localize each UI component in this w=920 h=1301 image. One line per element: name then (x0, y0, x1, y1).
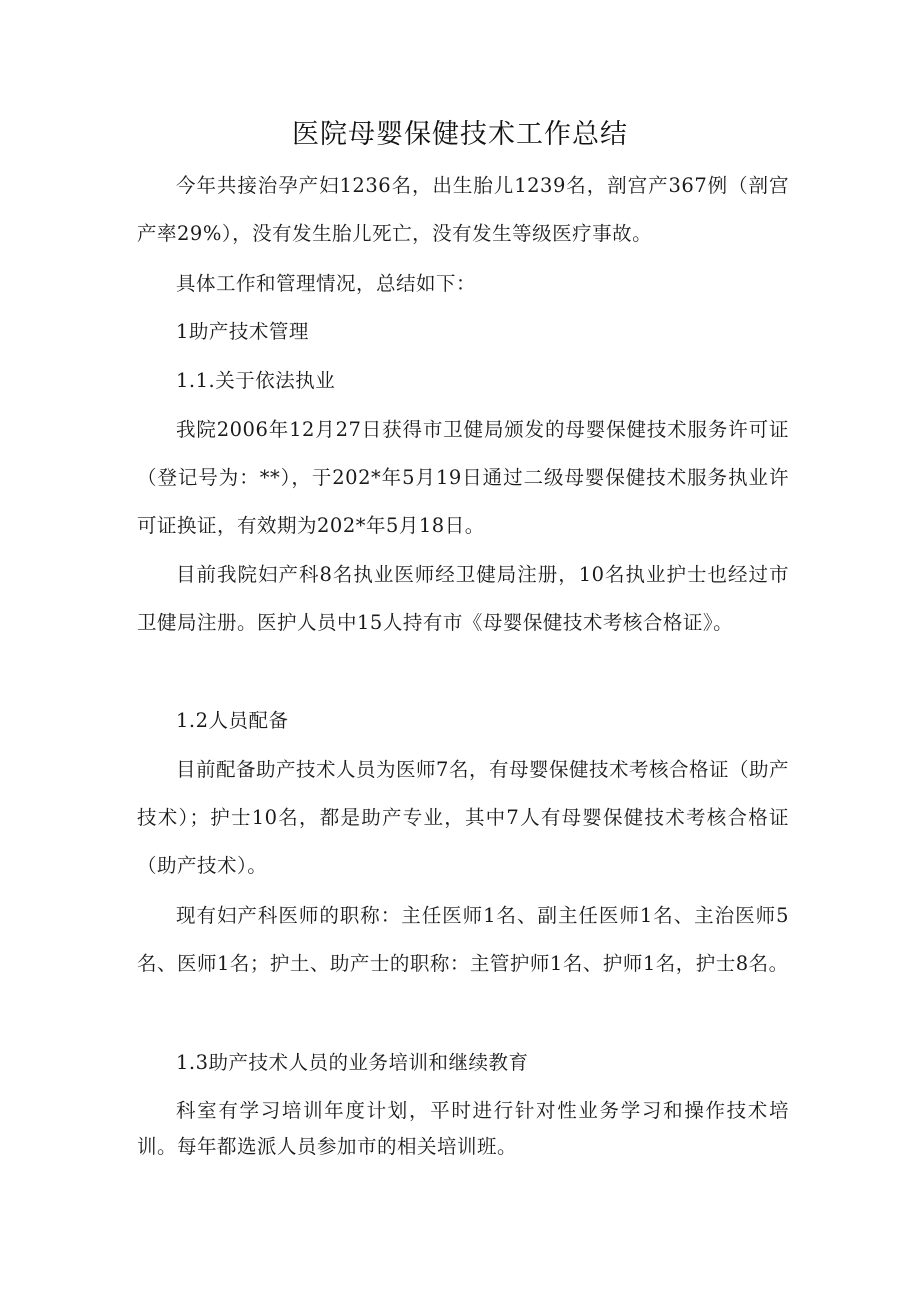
paragraph-training: 科室有学习培训年度计划，平时进行针对性业务学习和操作技术培训。每年都选派人员参加市的相关培训班。 (137, 1099, 789, 1158)
paragraph-registration: 目前我院妇产科8名执业医师经卫健局注册，10名执业护士也经过市卫健局注册。医护人员中15人持有市《母婴保健技术考核合格证》。 (137, 563, 789, 634)
section-heading-1: 1助产技术管理 (176, 320, 309, 343)
section-heading-1-3: 1.3助产技术人员的业务培训和继续教育 (176, 1051, 529, 1074)
paragraph-staffing: 目前配备助产技术人员为医师7名，有母婴保健技术考核合格证（助产技术）；护士10名，都是助产专业，其中7人有母婴保健技术考核合格证（助产技术）。 (137, 758, 789, 877)
paragraph-license: 我院2006年12月27日获得市卫健局颁发的母婴保健技术服务许可证（登记号为：**），于202*年5月19日通过二级母婴保健技术服务执业许可证换证，有效期为202*年5月18日。 (137, 418, 789, 537)
paragraph-titles: 现有妇产科医师的职称：主任医师1名、副主任医师1名、主治医师5名、医师1名；护土、助产士的职称：主管护师1名、护师1名，护士8名。 (137, 904, 789, 975)
document-title: 医院母婴保健技术工作总结 (292, 119, 628, 150)
paragraph-intro: 具体工作和管理情况，总结如下： (176, 272, 477, 295)
section-heading-1-1: 1.1.关于依法执业 (176, 369, 336, 392)
section-heading-1-2: 1.2人员配备 (176, 709, 289, 732)
paragraph-summary: 今年共接治孕产妇1236名，出生胎儿1239名，剖宫产367例（剖宫产率29%），没有发生胎儿死亡，没有发生等级医疗事故。 (137, 174, 789, 245)
